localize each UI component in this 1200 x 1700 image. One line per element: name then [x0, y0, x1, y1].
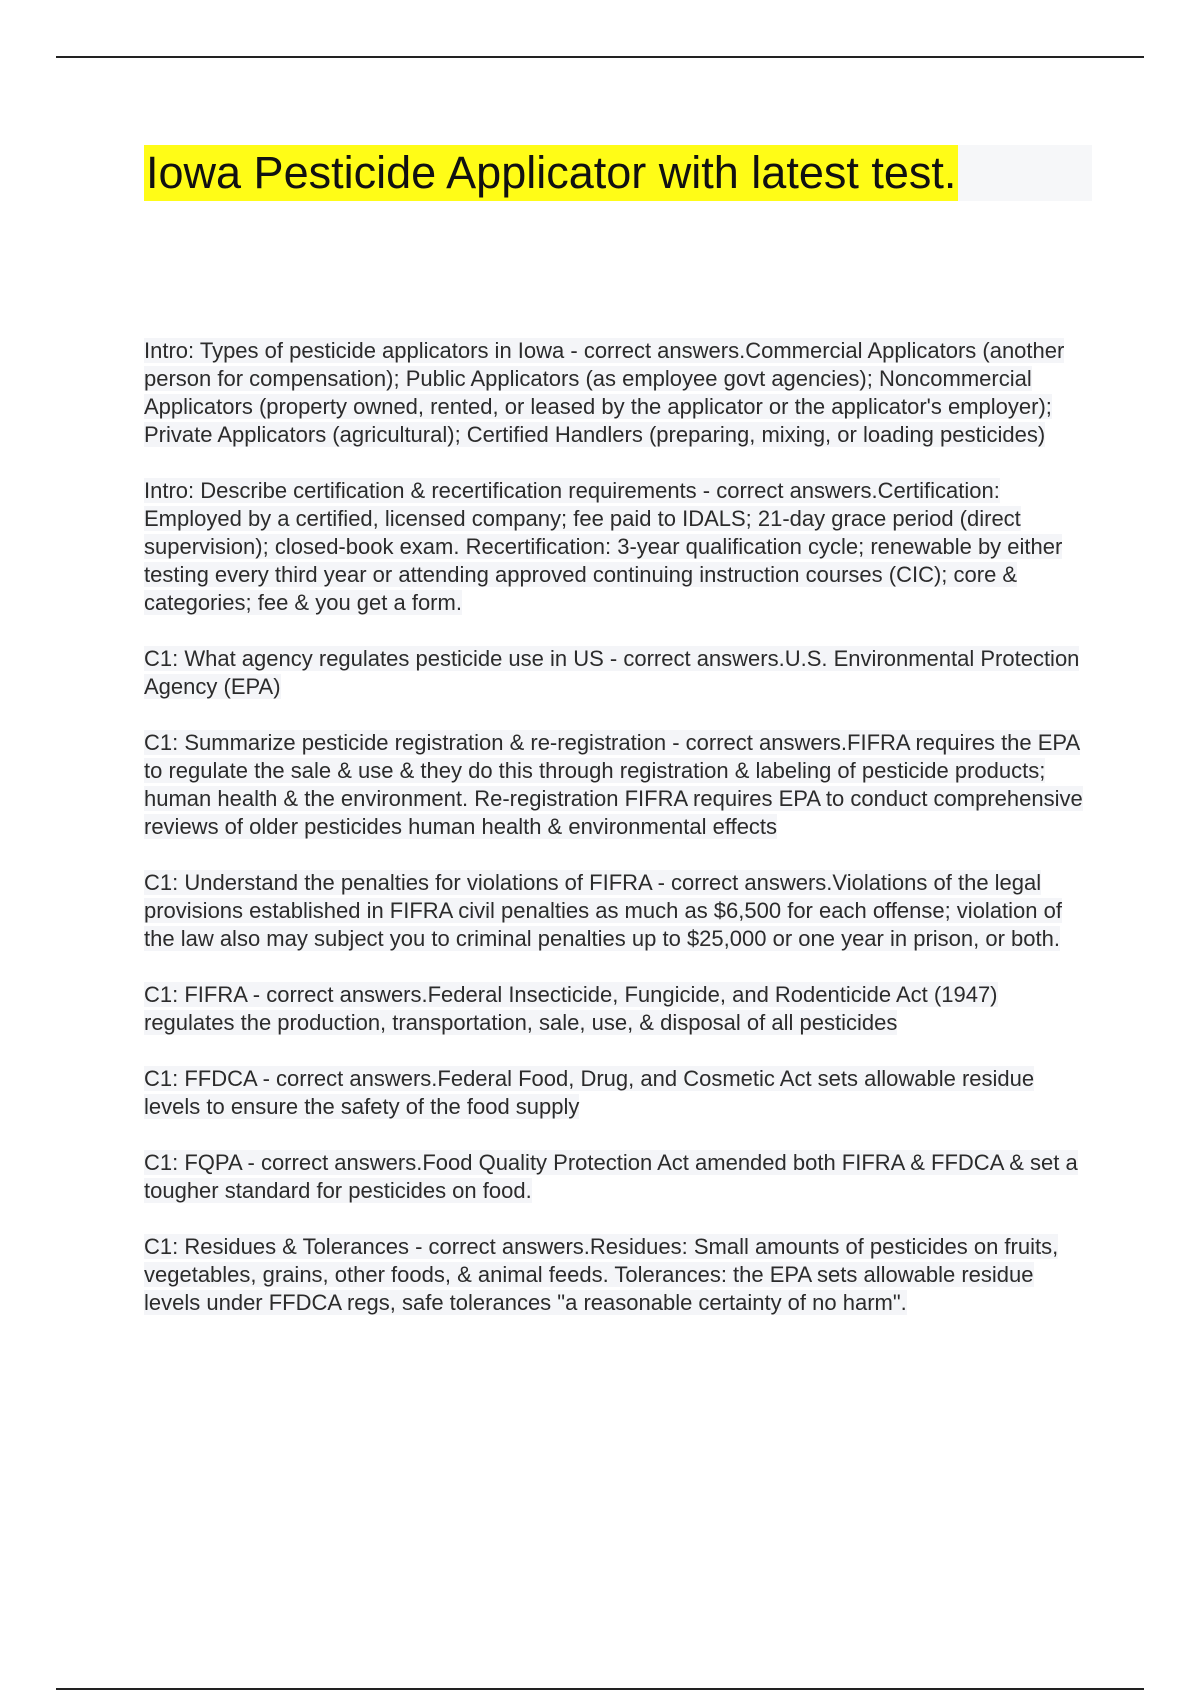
qa-entry-text: C1: FQPA - correct answers.Food Quality Protection Act amended both FIFRA & FFDCA & set a tougher standard for pesticides on food.	[144, 1150, 1078, 1203]
document-title: Iowa Pesticide Applicator with latest test.	[144, 145, 958, 201]
qa-entry	[144, 477, 1094, 617]
qa-entry-text: C1: Understand the penalties for violations of FIFRA - correct answers.Violations of the legal provisions established in FIFRA civil penalties as much as $6,500 for each offense; violation of the law also may subject you to criminal penalties up to $25,000 or one year in prison, or both.	[144, 870, 1062, 951]
qa-entry	[144, 729, 1094, 841]
qa-entry	[144, 645, 1094, 701]
title-block	[144, 145, 1092, 201]
qa-entry-text: C1: Summarize pesticide registration & re-registration - correct answers.FIFRA requires the EPA to regulate the sale & use & they do this through registration & labeling of pesticide products; human health & the environment. Re-registration FIFRA requires EPA to conduct comprehensive reviews of older pesticides human health & environmental effects	[144, 730, 1083, 839]
qa-entry-text: Intro: Types of pesticide applicators in Iowa - correct answers.Commercial Applicators (another person for compensation); Public Applicators (as employee govt agencies); Noncommercial Applicators (property owned, rented, or leased by the applicator or the applicator's employer); Private Applicators (agricultural); Certified Handlers (preparing, mixing, or loading pesticides)	[144, 338, 1065, 447]
top-rule	[56, 56, 1144, 58]
qa-entry-text: C1: Residues & Tolerances - correct answers.Residues: Small amounts of pesticides on fruits, vegetables, grains, other foods, & animal feeds. Tolerances: the EPA sets allowable residue levels under FFDCA regs, safe tolerances "a reasonable certainty of no harm".	[144, 1234, 1059, 1315]
qa-entry	[144, 1065, 1094, 1121]
qa-entry-text: Intro: Describe certification & recertification requirements - correct answers.Certification: Employed by a certified, licensed company; fee paid to IDALS; 21-day grace period (direct supervision); closed-book exam. Recertification: 3-year qualification cycle; renewable by either testing every third year or attending approved continuing instruction courses (CIC); core & categories; fee & you get a form.	[144, 478, 1063, 615]
bottom-rule	[56, 1688, 1144, 1690]
qa-entry	[144, 337, 1094, 449]
qa-entry-text: C1: FFDCA - correct answers.Federal Food, Drug, and Cosmetic Act sets allowable residue levels to ensure the safety of the food supply	[144, 1066, 1035, 1119]
qa-list	[144, 337, 1094, 1345]
qa-entry	[144, 1149, 1094, 1205]
qa-entry-text: C1: What agency regulates pesticide use in US - correct answers.U.S. Environmental Protection Agency (EPA)	[144, 646, 1080, 699]
qa-entry	[144, 869, 1094, 953]
qa-entry	[144, 981, 1094, 1037]
qa-entry	[144, 1233, 1094, 1317]
qa-entry-text: C1: FIFRA - correct answers.Federal Insecticide, Fungicide, and Rodenticide Act (1947) regulates the production, transportation, sale, use, & disposal of all pesticides	[144, 982, 998, 1035]
